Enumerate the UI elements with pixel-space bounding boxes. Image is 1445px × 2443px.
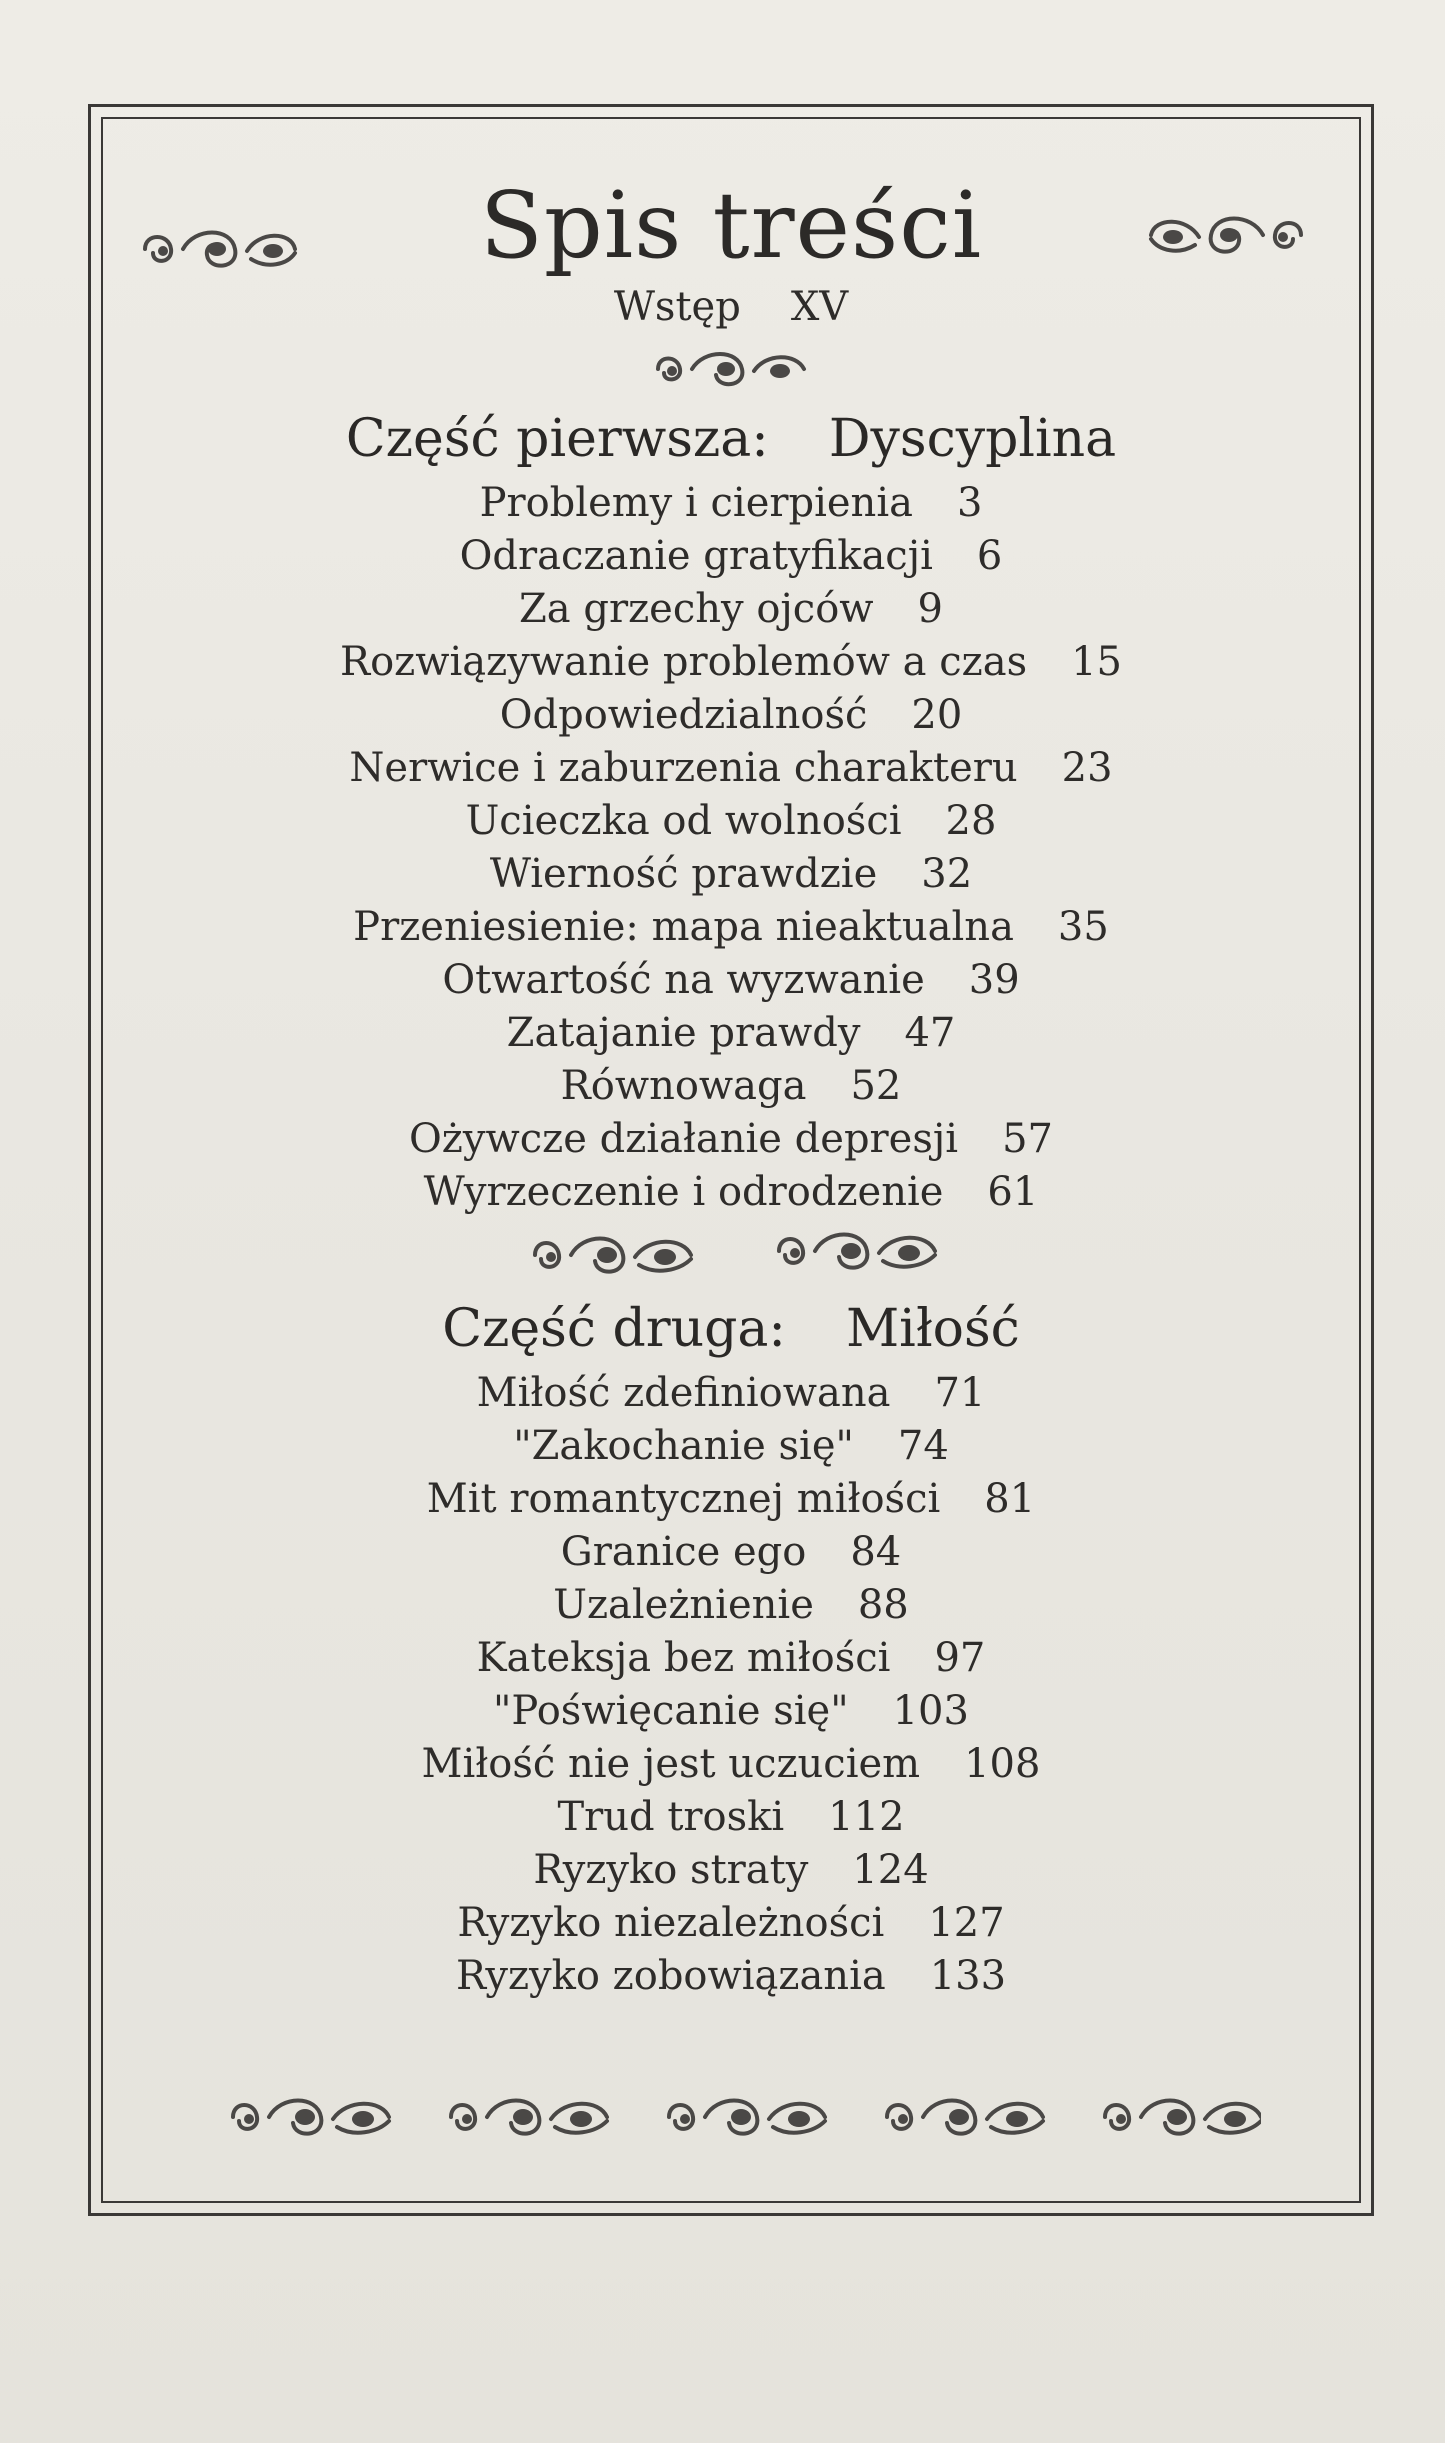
- entry-title: Ryzyko zobowiązania: [455, 1953, 886, 1999]
- intro-label: Wstęp: [613, 284, 741, 330]
- entry-title: Odraczanie gratyfikacji: [459, 533, 933, 579]
- toc-entry: [91, 636, 1371, 689]
- toc-entry: [91, 1113, 1371, 1166]
- entry-title: Mit romantycznej miłości: [426, 1476, 941, 1522]
- entry-title: Miłość nie jest uczuciem: [421, 1741, 921, 1787]
- entry-page-number: 20: [911, 692, 963, 738]
- toc-intro-row: [91, 279, 1371, 335]
- flourish-bottom-icon: [221, 2087, 1261, 2147]
- toc-entry: [91, 583, 1371, 636]
- toc-entry: [91, 1367, 1371, 1420]
- entry-title: "Zakochanie się": [513, 1423, 854, 1469]
- toc-entry: [91, 1579, 1371, 1632]
- entry-page-number: 81: [984, 1476, 1036, 1522]
- toc-entry: [91, 1844, 1371, 1897]
- entry-title: Otwartość na wyzwanie: [442, 957, 925, 1003]
- entry-page-number: 88: [857, 1582, 909, 1628]
- entry-page-number: 108: [964, 1741, 1041, 1787]
- entry-title: Trud troski: [557, 1794, 785, 1840]
- entry-title: Ucieczka od wolności: [465, 798, 902, 844]
- part-one-label: Część pierwsza:: [345, 409, 769, 469]
- entry-page-number: 61: [987, 1169, 1039, 1215]
- toc-entry: [91, 1738, 1371, 1791]
- part-one-subject: Dyscyplina: [828, 409, 1117, 469]
- toc-entry: [91, 1685, 1371, 1738]
- entry-title: Rozwiązywanie problemów a czas: [339, 639, 1028, 685]
- entry-title: Uzależnienie: [553, 1582, 814, 1628]
- part-one-entries: [91, 477, 1371, 1219]
- toc-entry: [91, 1791, 1371, 1844]
- entry-title: Miłość zdefiniowana: [476, 1370, 891, 1416]
- entry-page-number: 57: [1002, 1116, 1053, 1162]
- entry-title: Za grzechy ojców: [519, 586, 874, 632]
- entry-page-number: 74: [897, 1423, 949, 1469]
- entry-title: Przeniesienie: mapa nieaktualna: [353, 904, 1014, 950]
- entry-page-number: 28: [945, 798, 997, 844]
- entry-page-number: 6: [976, 533, 1003, 579]
- entry-page-number: 39: [968, 957, 1020, 1003]
- toc-entry: [91, 954, 1371, 1007]
- toc-entry: [91, 689, 1371, 742]
- part-two-label: Część druga:: [442, 1299, 786, 1359]
- part-two-heading: [91, 1297, 1371, 1361]
- entry-page-number: 23: [1061, 745, 1113, 791]
- page-border-outer: [88, 104, 1374, 2216]
- part-one-heading: [91, 407, 1371, 471]
- entry-page-number: 112: [828, 1794, 905, 1840]
- entry-page-number: 15: [1071, 639, 1122, 685]
- toc-entry: [91, 1420, 1371, 1473]
- entry-title: Kateksja bez miłości: [476, 1635, 891, 1681]
- toc-entry: [91, 795, 1371, 848]
- entry-title: Wyrzeczenie i odrodzenie: [423, 1169, 944, 1215]
- entry-title: Zatajanie prawdy: [506, 1010, 861, 1056]
- entry-page-number: 35: [1057, 904, 1109, 950]
- entry-page-number: 47: [904, 1010, 956, 1056]
- entry-title: Ryzyko straty: [533, 1847, 809, 1893]
- toc-entry: [91, 1897, 1371, 1950]
- toc-entry: [91, 1526, 1371, 1579]
- entry-title: Ożywcze działanie depresji: [409, 1116, 959, 1162]
- entry-page-number: 124: [852, 1847, 929, 1893]
- entry-title: Ryzyko niezależności: [457, 1900, 885, 1946]
- entry-page-number: 52: [850, 1063, 902, 1109]
- part-two-entries: [91, 1367, 1371, 2003]
- entry-page-number: 71: [934, 1370, 986, 1416]
- entry-title: Równowaga: [560, 1063, 807, 1109]
- entry-page-number: 103: [892, 1688, 969, 1734]
- entry-page-number: 32: [921, 851, 973, 897]
- toc-entry: [91, 477, 1371, 530]
- toc-entry: [91, 1473, 1371, 1526]
- flourish-divider-icon: [646, 343, 816, 393]
- flourish-divider-icon: [523, 1227, 703, 1283]
- entry-title: "Poświęcanie się": [493, 1688, 849, 1734]
- entry-title: Odpowiedzialność: [499, 692, 868, 738]
- entry-title: Nerwice i zaburzenia charakteru: [349, 745, 1018, 791]
- flourish-divider-icon: [767, 1223, 947, 1279]
- entry-title: Wierność prawdzie: [489, 851, 878, 897]
- toc-entry: [91, 1950, 1371, 2003]
- toc-entry: [91, 1060, 1371, 1113]
- entry-title: Granice ego: [560, 1529, 807, 1575]
- part-two-subject: Miłość: [845, 1299, 1020, 1359]
- entry-title: Problemy i cierpienia: [479, 480, 913, 526]
- entry-page-number: 133: [929, 1953, 1007, 1999]
- entry-page-number: 3: [956, 480, 983, 526]
- entry-page-number: 97: [934, 1635, 986, 1681]
- entry-page-number: 9: [917, 586, 943, 632]
- toc-entry: [91, 1632, 1371, 1685]
- toc-entry: [91, 1007, 1371, 1060]
- toc-entry: [91, 1166, 1371, 1219]
- toc-content: [91, 107, 1371, 2213]
- intro-page-number: XV: [790, 284, 849, 330]
- page-title: Spis treści: [479, 172, 983, 279]
- toc-entry: [91, 901, 1371, 954]
- entry-page-number: 84: [850, 1529, 902, 1575]
- toc-entry: [91, 742, 1371, 795]
- toc-entry: [91, 530, 1371, 583]
- entry-page-number: 127: [928, 1900, 1005, 1946]
- toc-entry: [91, 848, 1371, 901]
